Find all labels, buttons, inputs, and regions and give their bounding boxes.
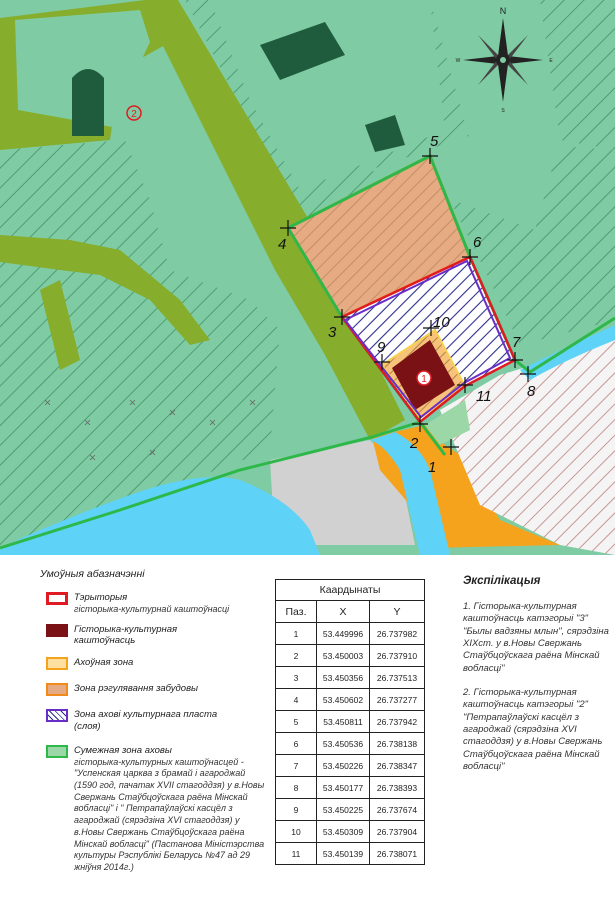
table-row — [276, 645, 425, 667]
legend-label: Сумежная зона аховы — [74, 744, 172, 756]
cell: 26.737942 — [370, 711, 425, 733]
adjacent-zone-swatch — [46, 745, 68, 758]
legend-label: Гісторыка-культурная каштоўнасць — [74, 623, 178, 647]
legend-item-adjacent-zone — [40, 745, 270, 874]
point-label-5: 5 — [430, 133, 439, 150]
cell: 3 — [276, 667, 317, 689]
point-label-10: 10 — [433, 314, 450, 331]
point-label-7: 7 — [512, 334, 521, 351]
cell: 6 — [276, 733, 317, 755]
table-row — [276, 689, 425, 711]
legend-item-protection — [40, 657, 270, 669]
compass-w: W — [455, 58, 461, 64]
legend-item-regulation — [40, 683, 270, 695]
cell: 53.449996 — [317, 623, 370, 645]
legend-item-territory — [40, 592, 270, 616]
col-header-pos: Паз. — [276, 601, 317, 623]
cell: 9 — [276, 799, 317, 821]
cell: 53.450225 — [317, 799, 370, 821]
cell: 53.450003 — [317, 645, 370, 667]
legend — [40, 568, 270, 882]
cell: 53.450226 — [317, 755, 370, 777]
point-label-9: 9 — [377, 339, 386, 356]
regulation-swatch — [46, 683, 68, 696]
point-label-3: 3 — [328, 324, 337, 341]
compass-s: S — [501, 108, 505, 114]
col-header-y: Y — [370, 601, 425, 623]
cell: 4 — [276, 689, 317, 711]
cell: 8 — [276, 777, 317, 799]
legend-label: Зона ахові культурнага пласта (слоя) — [74, 709, 218, 732]
legend-label: Тэрыторыя — [74, 592, 128, 603]
territory-swatch — [46, 592, 68, 605]
explication-item: 1. Гісторыка-культурная каштоўнасць катэгорыі "3" "Былы вадзяны млын", сярэдзіна XIXст. у в.Новы Свержань Стаўбцоўскага раёна Мінскай вобласці" — [463, 601, 609, 674]
legend-item-cultural-layer — [40, 709, 270, 733]
point-label-4: 4 — [278, 236, 287, 253]
cell: 26.737982 — [370, 623, 425, 645]
cell: 26.737277 — [370, 689, 425, 711]
compass-n: N — [499, 6, 507, 16]
cell: 1 — [276, 623, 317, 645]
protection-swatch — [46, 657, 68, 670]
point-label-8: 8 — [527, 383, 536, 400]
cell: 53.450177 — [317, 777, 370, 799]
cell: 53.450139 — [317, 843, 370, 865]
legend-sub: гісторыка-культурных каштоўнасцей - "Успенская царква з брамай і агароджай (1590 год, пачатак XVII стагоддзя) у в.Новы Свержань Стаўбцоўскага раёна Мінскай вобласці" і " Петрапаўлаўскі касцёл з агароджай (сярэдзіна XVI стагоддзя) у в.Новы Свержань Стаўбцоўскага раёна Мінскай вобласці" (Пастанова Міністэрства культуры Рэспублікі Беларусь №47 ад 29 жніўня 2014г.) — [74, 756, 265, 872]
svg-text:2: 2 — [131, 109, 137, 120]
cell: 10 — [276, 821, 317, 843]
table-row — [276, 733, 425, 755]
legend-item-monument — [40, 624, 270, 648]
table-row — [276, 667, 425, 689]
cell: 53.450309 — [317, 821, 370, 843]
cell: 26.738393 — [370, 777, 425, 799]
table-row — [276, 777, 425, 799]
col-header-x: X — [317, 601, 370, 623]
building-1 — [72, 69, 104, 136]
point-label-11: 11 — [476, 388, 492, 405]
legend-label: Зона рэгулявання забудовы — [74, 683, 199, 695]
svg-text:1: 1 — [421, 374, 427, 385]
legend-title: Умоўныя абазначэнні — [40, 568, 145, 580]
cell: 7 — [276, 755, 317, 777]
explication-title: Экспілікацыя — [463, 575, 541, 587]
table-row — [276, 821, 425, 843]
cell: 26.738347 — [370, 755, 425, 777]
cell: 11 — [276, 843, 317, 865]
cell: 26.737910 — [370, 645, 425, 667]
cell: 26.738138 — [370, 733, 425, 755]
cultural-layer-swatch — [46, 709, 68, 722]
cell: 26.737904 — [370, 821, 425, 843]
explication — [463, 575, 613, 785]
point-label-6: 6 — [473, 234, 482, 251]
cell: 53.450811 — [317, 711, 370, 733]
legend-label: Ахоўная зона — [74, 657, 134, 669]
point-label-1: 1 — [428, 459, 437, 476]
coordinates-table — [275, 579, 425, 865]
explication-item: 2. Гісторыка-культурная каштоўнасць катэгорыі "2" "Петрапаўлаўскі касцёл з агароджай (сярэдзіна XVI стагоддзя) у в.Новы Свержань Стаўбцоўскага раёна Мінскай вобласці" — [463, 687, 603, 773]
cell: 26.737674 — [370, 799, 425, 821]
table-row — [276, 755, 425, 777]
site-marker-1 — [417, 371, 431, 385]
table-row — [276, 799, 425, 821]
cell: 26.738071 — [370, 843, 425, 865]
table-row — [276, 843, 425, 865]
cell: 53.450602 — [317, 689, 370, 711]
compass-e: E — [549, 58, 553, 64]
cell: 5 — [276, 711, 317, 733]
cell: 53.450356 — [317, 667, 370, 689]
monument-swatch — [46, 624, 68, 637]
cell: 26.737513 — [370, 667, 425, 689]
point-label-2: 2 — [410, 435, 419, 452]
table-row — [276, 623, 425, 645]
cell: 2 — [276, 645, 317, 667]
table-row — [276, 711, 425, 733]
legend-sub: гісторыка-культурнай каштоўнасці — [74, 603, 230, 614]
cell: 53.450536 — [317, 733, 370, 755]
table-caption: Каардынаты — [276, 580, 425, 601]
